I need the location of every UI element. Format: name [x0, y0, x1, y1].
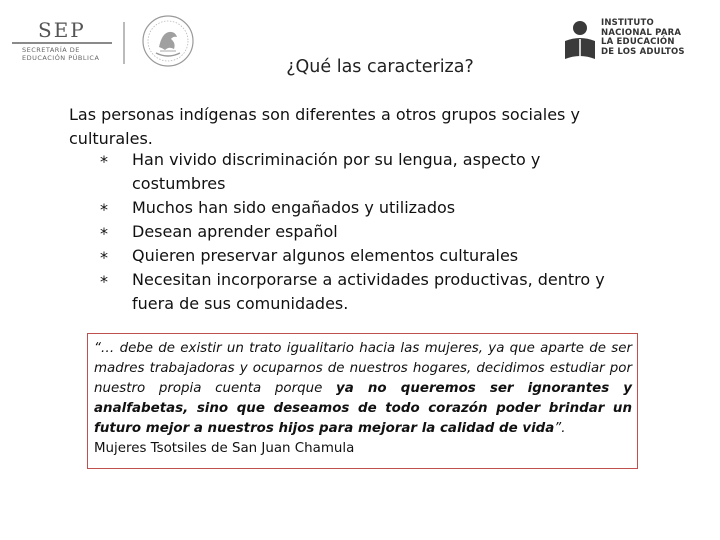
- bullet-marker: *: [100, 248, 108, 267]
- bullet-marker: *: [100, 224, 108, 243]
- inea-logo-text: [601, 19, 685, 57]
- inea-line-3: LA EDUCACIÓN: [601, 37, 675, 47]
- list-item-text: Quieren preservar algunos elementos culturales: [132, 246, 519, 265]
- quote-emphasis: ya no queremos ser ignorantes y analfabetas, sino que deseamos de todo corazón poder brindar un futuro mejor a nuestros hijos para mejorar la calidad de vida: [94, 381, 632, 436]
- testimonial-quote-box: [87, 333, 638, 469]
- quote-text: [94, 339, 632, 439]
- bullet-marker: *: [100, 200, 108, 219]
- sep-logo-rule: [12, 42, 112, 44]
- sep-subtitle-line-1: SECRETARÍA DE: [22, 46, 80, 54]
- characteristics-list: [96, 148, 636, 316]
- list-item-text: Muchos han sido engañados y utilizados: [132, 198, 456, 217]
- list-item: [96, 148, 636, 196]
- bullet-marker: *: [100, 272, 108, 291]
- list-item-text: Necesitan incorporarse a actividades productivas, dentro y fuera de sus comunidades.: [132, 270, 605, 313]
- inea-line-2: NACIONAL PARA: [601, 27, 682, 38]
- list-item: [96, 196, 636, 220]
- quote-part-1: “… debe de existir un trato igualitario hacia las mujeres, ya que aparte de ser madres trabajadoras y ocuparnos de nuestros hogares, decidimos estudiar por nuestro propia cuenta porque: [94, 341, 632, 396]
- list-item: [96, 220, 636, 244]
- slide-title: ¿Qué las caracteriza?: [286, 57, 474, 77]
- list-item-text: Han vivido discriminación por su lengua, aspecto y costumbres: [132, 150, 541, 193]
- sep-logo-wordmark: SEP: [38, 18, 86, 42]
- quote-author: Mujeres Tsotsiles de San Juan Chamula: [94, 441, 355, 456]
- inea-line-4: DE LOS ADULTOS: [601, 46, 685, 57]
- list-item: [96, 244, 636, 268]
- inea-line-1: INSTITUTO: [601, 18, 654, 28]
- list-item-text: Desean aprender español: [132, 222, 338, 241]
- sep-subtitle-line-2: EDUCACIÓN PÚBLICA: [22, 54, 100, 62]
- intro-paragraph: Las personas indígenas son diferentes a otros grupos sociales y culturales.: [69, 105, 580, 148]
- quote-part-3: ”.: [554, 421, 566, 436]
- list-item: [96, 268, 636, 316]
- bullet-marker: *: [100, 152, 108, 171]
